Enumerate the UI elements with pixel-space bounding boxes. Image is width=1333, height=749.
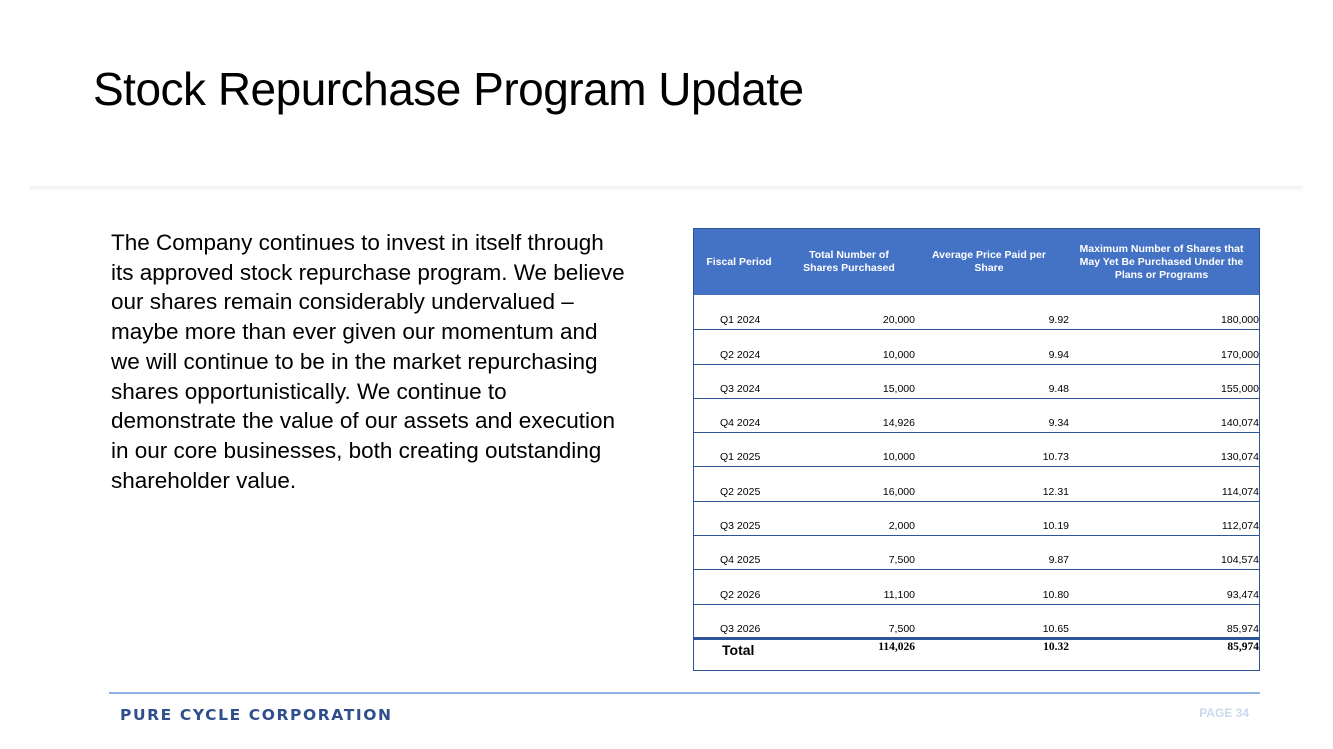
table-row bbox=[694, 501, 1259, 536]
table-row bbox=[694, 398, 1259, 433]
average-price-cell: 9.34 bbox=[1048, 417, 1069, 430]
fiscal-period-cell: Q4 2024 bbox=[720, 417, 761, 430]
company-name: PURE CYCLE CORPORATION bbox=[120, 706, 393, 724]
header-fiscal-period: Fiscal Period bbox=[706, 255, 772, 268]
max-shares-cell: 170,000 bbox=[1221, 348, 1259, 361]
shares-purchased-cell: 16,000 bbox=[882, 485, 915, 498]
total-average-price: 10.32 bbox=[1043, 641, 1069, 653]
average-price-cell: 9.94 bbox=[1048, 348, 1069, 361]
table-row bbox=[694, 535, 1259, 570]
header-total-shares: Total Number of Shares Purchased bbox=[803, 249, 895, 274]
average-price-cell: 9.48 bbox=[1048, 382, 1069, 395]
shares-purchased-cell: 11,100 bbox=[883, 588, 915, 601]
page-number: PAGE 34 bbox=[1199, 706, 1249, 720]
max-shares-cell: 140,074 bbox=[1221, 417, 1259, 430]
table-row bbox=[694, 295, 1259, 330]
table-row bbox=[694, 569, 1259, 604]
fiscal-period-cell: Q3 2024 bbox=[720, 382, 761, 395]
table-row bbox=[694, 432, 1259, 467]
shares-purchased-cell: 14,926 bbox=[882, 417, 915, 430]
fiscal-period-cell: Q2 2026 bbox=[720, 588, 761, 601]
fiscal-period-cell: Q3 2025 bbox=[720, 520, 761, 533]
shares-purchased-cell: 15,000 bbox=[882, 382, 915, 395]
total-shares-purchased: 114,026 bbox=[878, 641, 915, 653]
max-shares-cell: 85,974 bbox=[1226, 622, 1259, 635]
average-price-cell: 12.31 bbox=[1042, 485, 1069, 498]
shares-purchased-cell: 2,000 bbox=[888, 520, 915, 533]
fiscal-period-cell: Q4 2025 bbox=[720, 554, 761, 567]
fiscal-period-cell: Q2 2024 bbox=[720, 348, 761, 361]
average-price-cell: 10.19 bbox=[1042, 520, 1069, 533]
table-row bbox=[694, 364, 1259, 399]
fiscal-period-cell: Q1 2024 bbox=[720, 314, 761, 327]
body-text: The Company continues to invest in itself through its approved stock repurchase program. We believe our shares remain considerably undervalued – maybe more than ever given our momentum and we will continue to be in the market repurchasing shares opportunistically. We continue to demonstrate the value of our assets and execution in our core businesses, both creating outstanding shareholder value. bbox=[111, 230, 625, 493]
total-max-shares: 85,974 bbox=[1227, 641, 1259, 653]
average-price-cell: 9.87 bbox=[1048, 554, 1069, 567]
average-price-cell: 10.73 bbox=[1042, 451, 1069, 464]
table-row bbox=[694, 467, 1259, 502]
max-shares-cell: 93,474 bbox=[1226, 588, 1259, 601]
total-label: Total bbox=[722, 642, 755, 658]
max-shares-cell: 180,000 bbox=[1221, 314, 1259, 327]
average-price-cell: 10.65 bbox=[1042, 622, 1069, 635]
fiscal-period-cell: Q3 2026 bbox=[720, 622, 761, 635]
table-row bbox=[694, 604, 1259, 639]
shares-purchased-cell: 20,000 bbox=[882, 314, 915, 327]
max-shares-cell: 114,074 bbox=[1221, 485, 1259, 498]
fiscal-period-cell: Q2 2025 bbox=[720, 485, 761, 498]
table-header bbox=[694, 229, 1259, 295]
title-divider bbox=[30, 186, 1303, 192]
average-price-cell: 9.92 bbox=[1048, 314, 1069, 327]
shares-purchased-cell: 10,000 bbox=[882, 348, 915, 361]
shares-purchased-cell: 7,500 bbox=[888, 622, 915, 635]
average-price-cell: 10.80 bbox=[1042, 588, 1069, 601]
repurchase-table bbox=[693, 228, 1260, 671]
max-shares-cell: 112,074 bbox=[1221, 520, 1259, 533]
max-shares-cell: 104,574 bbox=[1221, 554, 1259, 567]
table-row bbox=[694, 329, 1259, 364]
shares-purchased-cell: 7,500 bbox=[888, 554, 915, 567]
shares-purchased-cell: 10,000 bbox=[882, 451, 915, 464]
table-total-row bbox=[694, 637, 1259, 666]
body-paragraph bbox=[111, 228, 631, 495]
footer-divider bbox=[109, 692, 1260, 694]
max-shares-cell: 130,074 bbox=[1221, 451, 1259, 464]
slide-title: Stock Repurchase Program Update bbox=[93, 63, 804, 115]
header-average-price: Average Price Paid per Share bbox=[931, 249, 1046, 274]
max-shares-cell: 155,000 bbox=[1221, 382, 1259, 395]
header-max-shares: Maximum Number of Shares that May Yet Be Purchased Under the Plans or Programs bbox=[1079, 242, 1244, 281]
fiscal-period-cell: Q1 2025 bbox=[720, 451, 761, 464]
